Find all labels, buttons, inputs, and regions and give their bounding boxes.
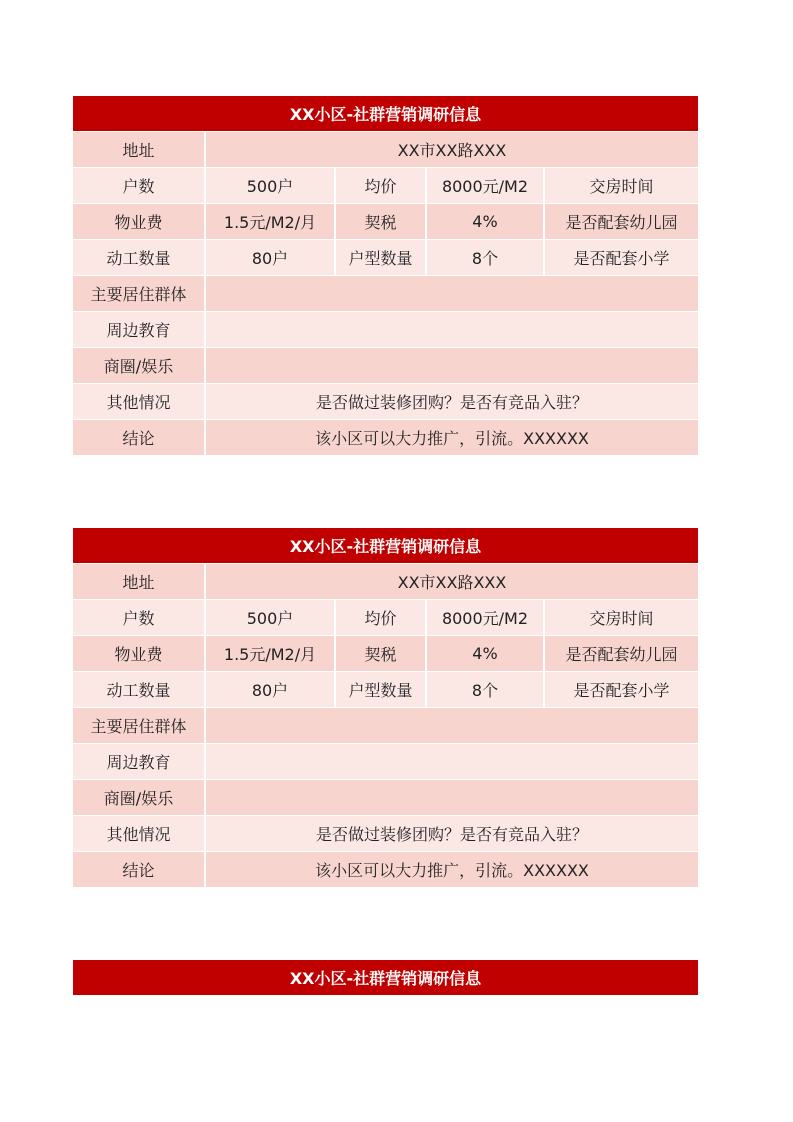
kindergarten-label: 是否配套幼儿园 xyxy=(544,636,698,672)
property-fee-label: 物业费 xyxy=(73,204,205,240)
education-label: 周边教育 xyxy=(73,312,205,348)
kindergarten-label: 是否配套幼儿园 xyxy=(544,204,698,240)
avg-price-label: 均价 xyxy=(335,168,426,204)
survey-table-2 xyxy=(73,528,698,888)
commerce-value xyxy=(205,348,698,384)
handover-label: 交房时间 xyxy=(544,600,698,636)
survey-table-3 xyxy=(73,960,698,996)
property-fee-value: 1.5元/M2/月 xyxy=(205,204,335,240)
deed-tax-value: 4% xyxy=(426,204,544,240)
address-label: 地址 xyxy=(73,564,205,600)
table-title: XX小区-社群营销调研信息 xyxy=(73,960,698,996)
conclusion-value: 该小区可以大力推广，引流。XXXXXX xyxy=(205,852,698,888)
education-value xyxy=(205,312,698,348)
unit-types-label: 户型数量 xyxy=(335,240,426,276)
unit-types-label: 户型数量 xyxy=(335,672,426,708)
property-fee-label: 物业费 xyxy=(73,636,205,672)
education-label: 周边教育 xyxy=(73,744,205,780)
survey-table-1 xyxy=(73,96,698,456)
construction-label: 动工数量 xyxy=(73,672,205,708)
address-value: XX市XX路XXX xyxy=(205,132,698,168)
avg-price-value: 8000元/M2 xyxy=(426,168,544,204)
handover-label: 交房时间 xyxy=(544,168,698,204)
households-label: 户数 xyxy=(73,600,205,636)
deed-tax-label: 契税 xyxy=(335,636,426,672)
avg-price-label: 均价 xyxy=(335,600,426,636)
commerce-label: 商圈/娱乐 xyxy=(73,780,205,816)
households-value: 500户 xyxy=(205,600,335,636)
property-fee-value: 1.5元/M2/月 xyxy=(205,636,335,672)
address-label: 地址 xyxy=(73,132,205,168)
residents-label: 主要居住群体 xyxy=(73,708,205,744)
other-label: 其他情况 xyxy=(73,816,205,852)
table-title: XX小区-社群营销调研信息 xyxy=(73,96,698,132)
other-label: 其他情况 xyxy=(73,384,205,420)
deed-tax-value: 4% xyxy=(426,636,544,672)
households-label: 户数 xyxy=(73,168,205,204)
primary-school-label: 是否配套小学 xyxy=(544,240,698,276)
other-value: 是否做过装修团购？是否有竞品入驻？ xyxy=(205,816,698,852)
residents-value xyxy=(205,708,698,744)
unit-types-value: 8个 xyxy=(426,240,544,276)
education-value xyxy=(205,744,698,780)
conclusion-label: 结论 xyxy=(73,420,205,456)
other-value: 是否做过装修团购？是否有竞品入驻？ xyxy=(205,384,698,420)
construction-label: 动工数量 xyxy=(73,240,205,276)
commerce-value xyxy=(205,780,698,816)
commerce-label: 商圈/娱乐 xyxy=(73,348,205,384)
residents-label: 主要居住群体 xyxy=(73,276,205,312)
residents-value xyxy=(205,276,698,312)
construction-value: 80户 xyxy=(205,240,335,276)
conclusion-value: 该小区可以大力推广，引流。XXXXXX xyxy=(205,420,698,456)
construction-value: 80户 xyxy=(205,672,335,708)
unit-types-value: 8个 xyxy=(426,672,544,708)
avg-price-value: 8000元/M2 xyxy=(426,600,544,636)
households-value: 500户 xyxy=(205,168,335,204)
deed-tax-label: 契税 xyxy=(335,204,426,240)
conclusion-label: 结论 xyxy=(73,852,205,888)
address-value: XX市XX路XXX xyxy=(205,564,698,600)
table-title: XX小区-社群营销调研信息 xyxy=(73,528,698,564)
primary-school-label: 是否配套小学 xyxy=(544,672,698,708)
